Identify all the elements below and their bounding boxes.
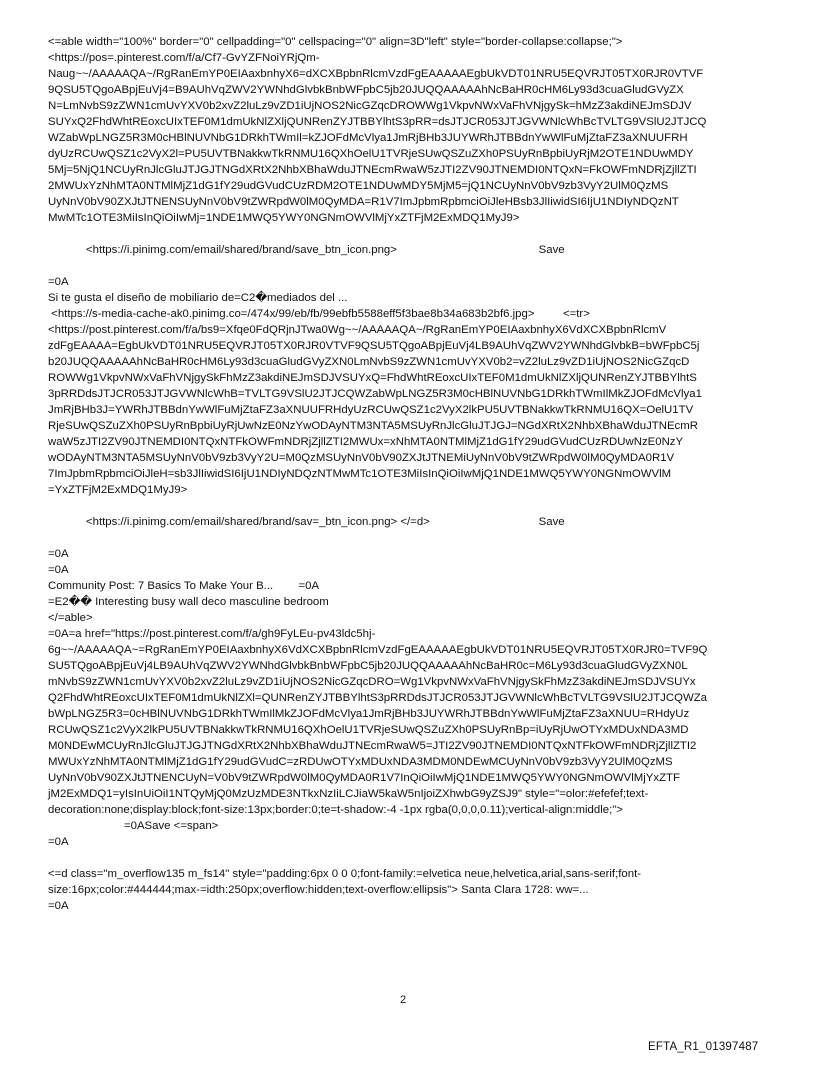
pinterest-link-block-3: =0A=a href="https://post.pinterest.com/f/a/gh9FyLEu-pv43ldc5hj- 6g~~/AAAAAQA~=RgRanEmYP0EIAaxbnhyX6VdXCXBpbnRlcmVzdFgEAAAAAEgbUkVDT01NRU5EQVRJT05TX0RJR0=TVF9Q SU5TQgoABpjEuVj4LB9AUhVqZWV2YWNhdGlvbkBnbWFpbC5jb20JUQQAAAAAhNcBaHR0c=M6Ly93d3cuaGludGVyZXN0L mNvbS9zZWN1cmUvYXV0b2xvZ2luLz9vZD1iUjNOS2NicGZqcDRO=Wg1VkpvNWxVaFhVNjgySkFhMzZ3akdiNEJmSDJVSUYx Q2FhdWhtREoxcUIxTEF0M1dmUkNlZXl=QUNRenZYJTBBYlhtS3pRRDdsJTJCR053JTJGVWNlcWhBcTVLTG9VSlU2JTJCQWZa bWpLNGZ5R3=0cHBlNUVNbG1DRkhTWmIlMkZJOFdMcVlya1JmRjBHb3JUYWRhJTBBdnYwWlFuMjZtaFZ3aXNUU=RHdyUz RCUwQSZ1c2VyX2lkPU5UVTBNakkwTkRNMU16QXhOelU1TVRjeSUwQSZuZXh0PSUyRnBp=iUyRjUwOTYxMDUxNDA3MD M0NDEwMCUyRnJlcGluJTJGJTNGdXRtX2NhbXBhaWduJTNEcmRwaW5=JTI2ZV90JTNEMDI0NTQxNTFkOWFmNDRjZjllZTI2 MWUxYzNhMTA0NTMlMjZ1dG1fY29udGVudC=zRDUwOTYxMDUxNDA3MDM0NDEwMCUyNnV0bV9zb3VyY2UlM0QzMS UyNnV0bV90ZXJtJTNENCUyN=V0bV9tZWRpdW0lM0QyMDA0R1V7InQiOiIwMjQ1NDE1MWQ5YWY0NGNmOWVlMjYxZTF jM2ExMDQ1=yIsInUiOiI1NTQyMjQ0MzUzMDE3NTkxNzIiLCJiaW5kaW5nIjoiZXhwbG9yZSJ9" style="=olor:#efefef;text- decoration:none;display:block;font-size:13px;border:0;te=t-shadow:-4 -1px rgba(0,0,0,0.11);vertical-align:middle;"> =0ASave <=span>: [48, 628, 708, 832]
pin-description-1: Si te gusta el diseño de mobiliario de=C2�mediados del ...: [48, 292, 348, 304]
pin-description-2: Community Post: 7 Basics To Make Your B... =0A: [48, 580, 320, 592]
table-open-tag: <=able width="100%" border="0" cellpadding="0" cellspacing="0" align=3D"left" style="border-collapse:collapse;">: [48, 36, 623, 48]
encoded-newline: =0A: [48, 564, 69, 576]
pin-description-3: =E2�� Interesting busy wall deco masculine bedroom: [48, 596, 329, 608]
pinterest-link-block-1: <https://pos=.pinterest.com/f/a/Cf7-GvYZFNoiYRjQm- Naug~~/AAAAAQA~/RgRanEmYP0EIAaxbnhyX6=dXCXBpbnRlcmVzdFgEAAAAAEgbUkVDT01NRU5EQVRJT05TX0RJR0VTVF 9QSU5TQgoABpjEuVj4=B9AUhVqZWV2YWNhdGlvbkBnbWFpbC5jb20JUQQAAAAAhNcBaHR0cHM6Ly93d3cuaGludGVyZX N=LmNvbS9zZWN1cmUvYXV0b2xvZ2luLz9vZD1iUjNOS2NicGZqcDROWWg1VkpvNWxVaFhVNjgySk=hMzZ3akdiNEJmSDJV SUYxQ2FhdWhtREoxcUIxTEF0M1dmUkNlZXljQUNRenZYJTBBYlhtS3pRR=dsJTJCR053JTJGVWNlcWhBcTVLTG9VSlU2JTJCQ WZabWpLNGZ5R3M0cHBlNUVNbG1DRkhTWmIl=kZJOFdMcVlya1JmRjBHb3JUYWRhJTBBdnYwWlFuMjZtaFZ3aXNUUFRH dyUzRCUwQSZ1c2VyX2l=PU5UVTBNakkwTkRNMU16QXhOelU1TVRjeSUwQSZuZXh0PSUyRnBpbiUyRjM2OTE1NDUwMDY 5Mj=5NjQ1NCUyRnJlcGluJTJGJTNGdXRtX2NhbXBhaWduJTNEcmRwaW5zJTI2ZV90JTNEMDI0NTQxN=FkOWFmNDRjZjllZTI 2MWUxYzNhMTA0NTMlMjZ1dG1fY29udGVudCUzRDM2OTE1NDUwMDY5MjM5=jQ1NCUyNnV0bV9zb3VyY2UlM0QzMS UyNnV0bV90ZXJtJTNENSUyNnV0bV9tZWRpdW0lM0QyMDA=R1V7ImJpbmRpbmciOiJleHBsb3JlIiwidSI6IjU1NDIyNDQzNT MwMTc1OTE3MiIsInQiOiIwMj=1NDE1MWQ5YWY0NGNmOWVlMjYxZTFjM2ExMDQ1MyJ9>: [48, 52, 707, 224]
image-url-line: <https://s-media-cache-ak0.pinimg.co=/474x/99/eb/fb/99ebfb5588eff5f3bae8b34a683b2bf6.jpg> <=tr>: [48, 308, 590, 320]
cell-markup-block: <=d class="m_overflow135 m_fs14" style="padding:6px 0 0 0;font-family:=elvetica neue,helvetica,arial,sans-serif;font- size:16px;color:#444444;max-=idth:250px;overflow:hidden;text-overflow:ellipsis"> Santa Clara 1728: ww=...: [48, 868, 642, 896]
email-source-document: [48, 34, 776, 914]
document-id: EFTA_R1_01397487: [648, 1041, 759, 1053]
save-label-2: Save: [538, 516, 565, 528]
encoded-newline: =0A: [48, 900, 69, 912]
save-icon-url-2: <https://i.pinimg.com/email/shared/brand/sav=_btn_icon.png> </=d>: [60, 516, 430, 528]
save-icon-url-1: <https://i.pinimg.com/email/shared/brand/save_btn_icon.png>: [60, 244, 397, 256]
encoded-newline: =0A: [48, 836, 69, 848]
encoded-newline: =0A: [48, 548, 69, 560]
save-label-1: Save: [538, 244, 565, 256]
pinterest-link-block-2: <https://post.pinterest.com/f/a/bs9=Xfqe0FdQRjnJTwa0Wg~~/AAAAAQA~/RgRanEmYP0EIAaxbnhyX6VdXCXBpbnRlcmV zdFgEAAAA=EgbUkVDT01NRU5EQVRJT05TX0RJR0VTVF9QSU5TQgoABpjEuVj4LB9AUhVqZWV2YWNhdGlvbkB=bWFpbC5j b20JUQQAAAAAhNcBaHR0cHM6Ly93d3cuaGludGVyZXN0LmNvbS9zZWN1cmUvYXV0b2=vZ2luLz9vZD1iUjNOS2NicGZqcD ROWWg1VkpvNWxVaFhVNjgySkFhMzZ3akdiNEJmSDJVSUYxQ=FhdWhtREoxcUIxTEF0M1dmUkNlZXljQUNRenZYJTBBYlhtS 3pRRDdsJTJCR053JTJGVWNlcWhB=TVLTG9VSlU2JTJCQWZabWpLNGZ5R3M0cHBlNUVNbG1DRkhTWmIlMkZJOFdMcVlya1 JmRjBHb3J=YWRhJTBBdnYwWlFuMjZtaFZ3aXNUUFRHdyUzRCUwQSZ1c2VyX2lkPU5UVTBNakkwTkRNMU16QX=OelU1TV RjeSUwQSZuZXh0PSUyRnBpbiUyRjUwNzE0NzYwODAyNTM3NTA5MSUyRnJlcGluJTJGJ=NGdXRtX2NhbXBhaWduJTNEcmR waW5zJTI2ZV90JTNEMDI0NTQxNTFkOWFmNDRjZjllZTI2MWUx=xNhMTA0NTMlMjZ1dG1fY29udGVudCUzRDUwNzE0NzY wODAyNTM3NTA5MSUyNnV0bV9zb3VyY2U=M0QzMSUyNnV0bV90ZXJtJTNEMiUyNnV0bV9tZWRpdW0lM0QyMDA0R1V 7ImJpbmRpbmciOiJleH=sb3JlIiwidSI6IjU1NDIyNDQzNTMwMTc1OTE3MiIsInQiOiIwMjQ1NDE1MWQ5YWY0NGNmOWVlM =YxZTFjM2ExMDQ1MyJ9>: [48, 324, 702, 496]
encoded-newline: =0A: [48, 276, 69, 288]
save-row-2: [48, 498, 776, 546]
blank-line: [48, 850, 776, 866]
page-number: 2: [400, 994, 407, 1006]
table-close-tag: </=able>: [48, 612, 93, 624]
save-row-1: [48, 226, 776, 274]
